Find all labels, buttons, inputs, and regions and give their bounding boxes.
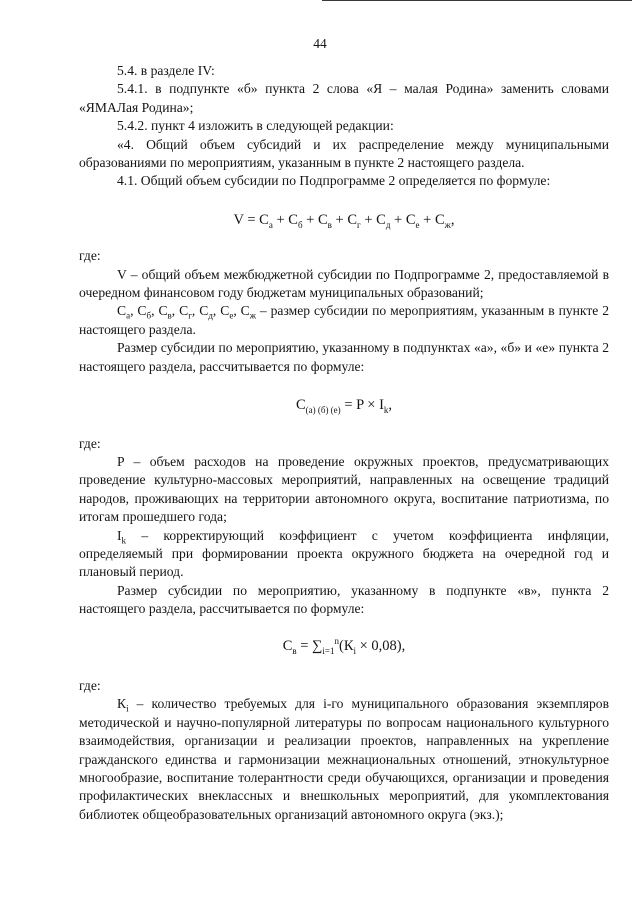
paragraph-subsidy-v: Размер субсидии по мероприятию, указанному в подпункте «в», пункта 2 настоящего раздела, рассчитывается по формуле: <box>79 582 609 617</box>
formula3-body: (К <box>338 637 354 654</box>
symbol-Ki-sub: i <box>126 704 129 715</box>
formula-subsidy-abe <box>79 396 609 414</box>
document-body <box>79 62 609 824</box>
formula1-term-base: С <box>347 211 357 228</box>
definition-V: V – общий объем межбюджетной субсидии по Подпрограмме 2, предоставляемой в очередном финансовом году бюджетам муниципальных образований; <box>79 266 609 301</box>
formula2-rhs: = P × I <box>340 397 384 414</box>
formula3-eq: = ∑ <box>296 637 323 654</box>
definition-P: P – объем расходов на проведение окружных проектов, предусматривающих проведение культурно-массовых мероприятий, направленных на освещение традиций народов, проживающих на территории автономного округа, воспитание патриотизма, по итогам прошедшего года; <box>79 453 609 525</box>
symbol-Ki-base: К <box>117 696 127 712</box>
formula2-sub: (а) (б) (е) <box>305 404 341 415</box>
formula1-plus: + <box>331 211 348 228</box>
definition-C-symbols <box>79 302 609 339</box>
formula1-plus: + <box>419 211 435 228</box>
formula1-term-sub: г <box>357 219 361 230</box>
where-label-3: где: <box>79 677 101 693</box>
formula3-sub: в <box>292 645 297 656</box>
formula1-plus: + <box>390 211 406 228</box>
formula1-term-base: С <box>405 211 416 228</box>
formula1-term-sub: д <box>385 219 391 230</box>
formula1-plus: + <box>360 211 377 228</box>
formula1-term-sub: ж <box>444 219 451 230</box>
scan-edge-line <box>322 0 632 1</box>
c-symbol-sep: , <box>130 303 138 319</box>
formula2-base: С <box>295 397 306 414</box>
formula1-plus: + <box>272 211 289 228</box>
c-symbol-sub: в <box>167 311 172 322</box>
c-symbol-sub: г <box>188 311 192 322</box>
where-label-2: где: <box>79 435 101 451</box>
formula1-term-sub: б <box>297 219 303 230</box>
paragraph-subsidy-a-b-e: Размер субсидии по мероприятию, указанному в подпунктах «а», «б» и «е» пункта 2 настоящего раздела, рассчитывается по формуле: <box>79 340 609 374</box>
definition-Ki <box>79 695 609 824</box>
c-symbol-sep: , <box>171 303 180 319</box>
formula1-term-base: С <box>288 211 298 228</box>
c-symbol-sep: , <box>212 303 221 319</box>
formula1-term-base: С <box>434 211 445 228</box>
definition-Ik <box>79 527 609 582</box>
formula-total-subsidy <box>79 211 609 229</box>
c-symbol-base: С <box>220 303 230 319</box>
c-symbol-base: С <box>199 303 209 319</box>
formula3-sum-sup: n <box>334 635 339 646</box>
formula3-tail: × 0,08), <box>356 637 406 654</box>
formula-subsidy-v <box>79 637 609 655</box>
page-number: 44 <box>313 36 327 51</box>
c-symbol-base: С <box>117 303 127 319</box>
paragraph-4-1: 4.1. Общий объем субсидии по Подпрограмме 2 определяется по формуле: <box>117 173 551 189</box>
formula2-end: , <box>388 397 393 414</box>
c-symbol-base: С <box>137 303 147 319</box>
definition-Ki-text: – количество требуемых для i-го муниципального образования экземпляров методической и научно-популярной литературы по вопросам национального культурного взаимодействия, организации и реализации проектов, направленных на укрепление гражданского единства и гармонизации межнациональных отношений, этнокультурное многообразие, воспитание толерантности среди обучающихся, организации и проведения профилактических внеклассных и внешкольных мероприятий, для укомплектования библиотек общеобразовательных организаций автономного округа (экз.); <box>79 696 609 822</box>
c-symbol-base: С <box>158 303 168 319</box>
formula3-sum-sub: i=1 <box>322 645 335 656</box>
symbol-Ik-sub: k <box>121 535 127 546</box>
c-symbol-sub: ж <box>249 311 256 322</box>
formula1-term-base: С <box>376 211 386 228</box>
c-symbol-sub: а <box>126 311 131 322</box>
c-symbol-sep: , <box>191 303 200 319</box>
formula1-end: , <box>450 211 455 228</box>
paragraph-5-4: 5.4. в разделе IV: <box>117 63 215 78</box>
c-symbol-sub: б <box>146 311 152 322</box>
formula1-term-sub: в <box>327 219 332 230</box>
formula1-plus: + <box>302 211 318 228</box>
c-symbol-sub: е <box>229 311 234 322</box>
paragraph-quote-4: «4. Общий объем субсидий и их распределение между муниципальными образованиями по мероприятиям, указанным в пункте 2 настоящего раздела. <box>79 136 609 171</box>
formula2-rhs-sub: k <box>383 404 389 415</box>
symbol-Ik-base: I <box>117 527 122 543</box>
where-label-1: где: <box>79 248 101 264</box>
definition-C-text: – размер субсидии по мероприятиям, указанным в пункте 2 настоящего раздела. <box>79 303 610 337</box>
c-symbol-sep: , <box>151 303 159 319</box>
formula1-term-base: С <box>317 211 328 228</box>
formula1-term-sub: е <box>415 219 420 230</box>
paragraph-5-4-2: 5.4.2. пункт 4 изложить в следующей редакции: <box>117 118 394 134</box>
formula3-body-sub: i <box>353 645 356 656</box>
paragraph-5-4-1: 5.4.1. в подпункте «б» пункта 2 слова «Я – малая Родина» заменить словами «ЯМАЛая Родина»; <box>79 81 609 115</box>
c-symbol-sep: , <box>233 303 241 319</box>
formula3-base: С <box>282 637 293 654</box>
c-symbol-base: С <box>240 303 250 319</box>
formula1-term-base: С <box>259 211 269 228</box>
formula1-terms <box>259 212 451 228</box>
formula1-term-sub: а <box>268 219 273 230</box>
definition-Ik-text: – корректирующий коэффициент с учетом коэффициента инфляции, определяемый при формировании проекта окружного бюджета на очередной год и плановый период. <box>79 527 609 580</box>
c-symbol-sub: д <box>208 311 213 322</box>
c-symbols-list <box>117 303 256 322</box>
formula1-lhs: V = <box>233 211 260 228</box>
c-symbol-base: С <box>179 303 189 319</box>
